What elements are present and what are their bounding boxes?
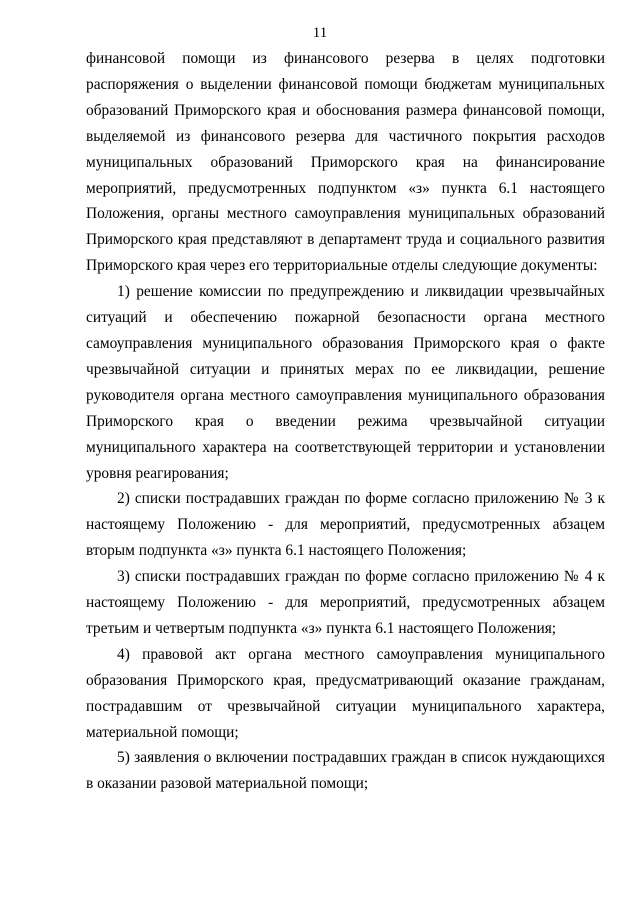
document-body — [86, 46, 605, 797]
intro-paragraph: финансовой помощи из финансового резерва в целях подготовки распоряжения о выделении финансовой помощи бюджетам муниципальных образований Приморского края и обоснования размера финансовой помощи, выделяемой из финансового резерва для частичного покрытия расходов муниципальных образований Приморского края на финансирование мероприятий, предусмотренных подпунктом «з» пункта 6.1 настоящего Положения, органы местного самоуправления муниципальных образований Приморского края представляют в департамент труда и социального развития Приморского края через его территориальные отделы следующие документы: — [86, 50, 605, 275]
list-item-2: 2) списки пострадавших граждан по форме согласно приложению № 3 к настоящему Положению - для мероприятий, предусмотренных абзацем вторым подпункта «з» пункта 6.1 настоящего Положения; — [86, 490, 605, 560]
list-item-4: 4) правовой акт органа местного самоуправления муниципального образования Приморского края, предусматривающий оказание гражданам, пострадавшим от чрезвычайной ситуации муниципального характера, материальной помощи; — [86, 645, 605, 741]
list-item-1: 1) решение комиссии по предупреждению и ликвидации чрезвычайных ситуаций и обеспечению пожарной безопасности органа местного самоуправления муниципального образования Приморского края о факте чрезвычайной ситуации и принятых мерах по ее ликвидации, решение руководителя органа местного самоуправления муниципального образования Приморского края о введении режима чрезвычайной ситуации муниципального характера на соответствующей территории и установлении уровня реагирования; — [86, 283, 605, 482]
page-number: 11 — [312, 25, 328, 41]
list-item-5: 5) заявления о включении пострадавших граждан в список нуждающихся в оказании разовой материальной помощи; — [86, 749, 605, 793]
list-item-3: 3) списки пострадавших граждан по форме согласно приложению № 4 к настоящему Положению - для мероприятий, предусмотренных абзацем третьим и четвертым подпункта «з» пункта 6.1 настоящего Положения; — [86, 568, 605, 637]
